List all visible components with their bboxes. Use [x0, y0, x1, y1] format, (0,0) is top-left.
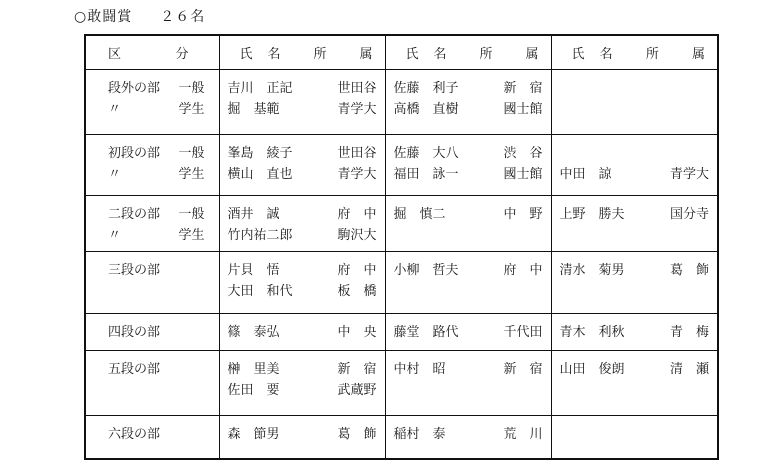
winner-name: 掘 慎二: [393, 207, 446, 222]
category-cell: [85, 135, 219, 196]
class-label: [205, 322, 211, 343]
table-row: [85, 70, 718, 135]
winner-cell: [385, 70, 551, 135]
table-row: [85, 416, 718, 460]
winner-cell: [385, 416, 551, 460]
winner-name: 高橋 直樹: [393, 102, 459, 117]
winner-affiliation: 千代田: [503, 325, 543, 340]
header-name-affiliation: 氏 名 所 属: [219, 35, 385, 70]
winner-name: 上野 勝夫: [559, 207, 625, 222]
class-label: 一般: [178, 146, 205, 161]
winner-name: 掘 基範: [227, 102, 280, 117]
division-label: 六段の部: [108, 427, 161, 442]
winner-cell: [219, 314, 385, 351]
winner-affiliation: 府 中: [503, 263, 543, 278]
class-label: 学生: [178, 228, 205, 243]
table-row: [85, 351, 718, 416]
winner-affiliation: 世田谷: [337, 81, 377, 96]
class-label: 一般: [178, 81, 205, 96]
winner-name: 中村 昭: [393, 362, 446, 377]
winner-cell: [385, 314, 551, 351]
winner-affiliation: 新 宿: [503, 362, 543, 377]
class-label: 学生: [178, 102, 205, 117]
winner-name: 酒井 誠: [227, 207, 280, 222]
winner-cell: [219, 252, 385, 314]
winner-cell: [219, 416, 385, 460]
winner-affiliation: 国分寺: [669, 207, 709, 222]
winner-cell: [219, 351, 385, 416]
winner-cell: [385, 252, 551, 314]
division-label: 〃: [108, 102, 122, 117]
category-cell: [85, 416, 219, 460]
winner-name: 榊 里美: [227, 362, 280, 377]
category-cell: [85, 351, 219, 416]
winner-name: 稲村 泰: [393, 427, 446, 442]
winner-name: 竹内祐二郎: [227, 228, 293, 243]
header-name-affiliation: 氏 名 所 属: [551, 35, 718, 70]
winner-name: 山田 俊朗: [559, 362, 625, 377]
winner-affiliation: 青学大: [337, 102, 377, 117]
winner-affiliation: 青学大: [337, 167, 377, 182]
winner-cell: [385, 196, 551, 252]
winner-affiliation: 國士館: [503, 102, 543, 117]
header-name-affiliation: 氏 名 所 属: [385, 35, 551, 70]
winner-affiliation: 府 中: [337, 207, 377, 222]
winner-cell: [219, 135, 385, 196]
winner-name: 佐田 要: [227, 383, 280, 398]
winner-cell: [219, 196, 385, 252]
header-category: 区 分: [85, 35, 219, 70]
division-label: 段外の部: [108, 81, 161, 96]
winner-cell: [551, 70, 718, 135]
winner-cell: [551, 314, 718, 351]
winner-name: 藤堂 路代: [393, 325, 459, 340]
winner-affiliation: 荒 川: [503, 427, 543, 442]
division-label: 〃: [108, 167, 122, 182]
award-title: ○敢闘賞: [74, 9, 133, 25]
division-label: 三段の部: [108, 263, 161, 278]
winner-cell: [551, 135, 718, 196]
winner-affiliation: 板 橋: [337, 284, 377, 299]
winner-affiliation: 清 瀬: [669, 362, 709, 377]
winner-affiliation: 新 宿: [503, 81, 543, 96]
table-row: [85, 252, 718, 314]
division-label: 四段の部: [108, 325, 161, 340]
award-heading: [74, 6, 205, 26]
winner-cell: [551, 196, 718, 252]
class-label: 一般: [178, 207, 205, 222]
winner-name: 吉川 正記: [227, 81, 293, 96]
award-count: ２６名: [160, 9, 206, 25]
winner-name: 峯島 綾子: [227, 146, 293, 161]
division-label: 二段の部: [108, 207, 161, 222]
winner-name: 中田 諒: [559, 167, 612, 182]
award-table: [84, 34, 719, 460]
category-cell: [85, 196, 219, 252]
category-cell: [85, 70, 219, 135]
header-row: [85, 35, 718, 70]
class-label: [205, 359, 211, 380]
winner-affiliation: 中 野: [503, 207, 543, 222]
table-row: [85, 314, 718, 351]
winner-name: 片貝 悟: [227, 263, 280, 278]
division-label: 初段の部: [108, 146, 161, 161]
class-label: 学生: [178, 167, 205, 182]
winner-name: 佐藤 利子: [393, 81, 459, 96]
winner-name: 清水 菊男: [559, 263, 625, 278]
winner-affiliation: 葛 飾: [337, 427, 377, 442]
winner-cell: [385, 135, 551, 196]
table-row: [85, 196, 718, 252]
winner-affiliation: 渋 谷: [503, 146, 543, 161]
winner-name: 佐藤 大八: [393, 146, 459, 161]
winner-affiliation: 葛 飾: [669, 263, 709, 278]
division-label: 〃: [108, 228, 122, 243]
winner-name: 小柳 哲夫: [393, 263, 459, 278]
winner-cell: [551, 351, 718, 416]
winner-name: 篠 泰弘: [227, 325, 280, 340]
winner-name: 森 節男: [227, 427, 280, 442]
class-label: [205, 424, 211, 445]
table-row: [85, 135, 718, 196]
winner-cell: [219, 70, 385, 135]
category-cell: [85, 314, 219, 351]
winner-affiliation: 中 央: [337, 325, 377, 340]
winner-affiliation: 新 宿: [337, 362, 377, 377]
winner-cell: [551, 416, 718, 460]
winner-affiliation: 武蔵野: [337, 383, 377, 398]
winner-affiliation: 青学大: [669, 167, 709, 182]
winner-affiliation: 青 梅: [669, 325, 709, 340]
class-label: [205, 260, 211, 281]
winner-name: 横山 直也: [227, 167, 293, 182]
category-cell: [85, 252, 219, 314]
winner-affiliation: 世田谷: [337, 146, 377, 161]
winner-name: 福田 詠一: [393, 167, 459, 182]
winner-affiliation: 府 中: [337, 263, 377, 278]
winner-cell: [551, 252, 718, 314]
winner-affiliation: 國士館: [503, 167, 543, 182]
winner-cell: [385, 351, 551, 416]
winner-name: 大田 和代: [227, 284, 293, 299]
winner-affiliation: 駒沢大: [337, 228, 377, 243]
winner-name: 青木 利秋: [559, 325, 625, 340]
division-label: 五段の部: [108, 362, 161, 377]
